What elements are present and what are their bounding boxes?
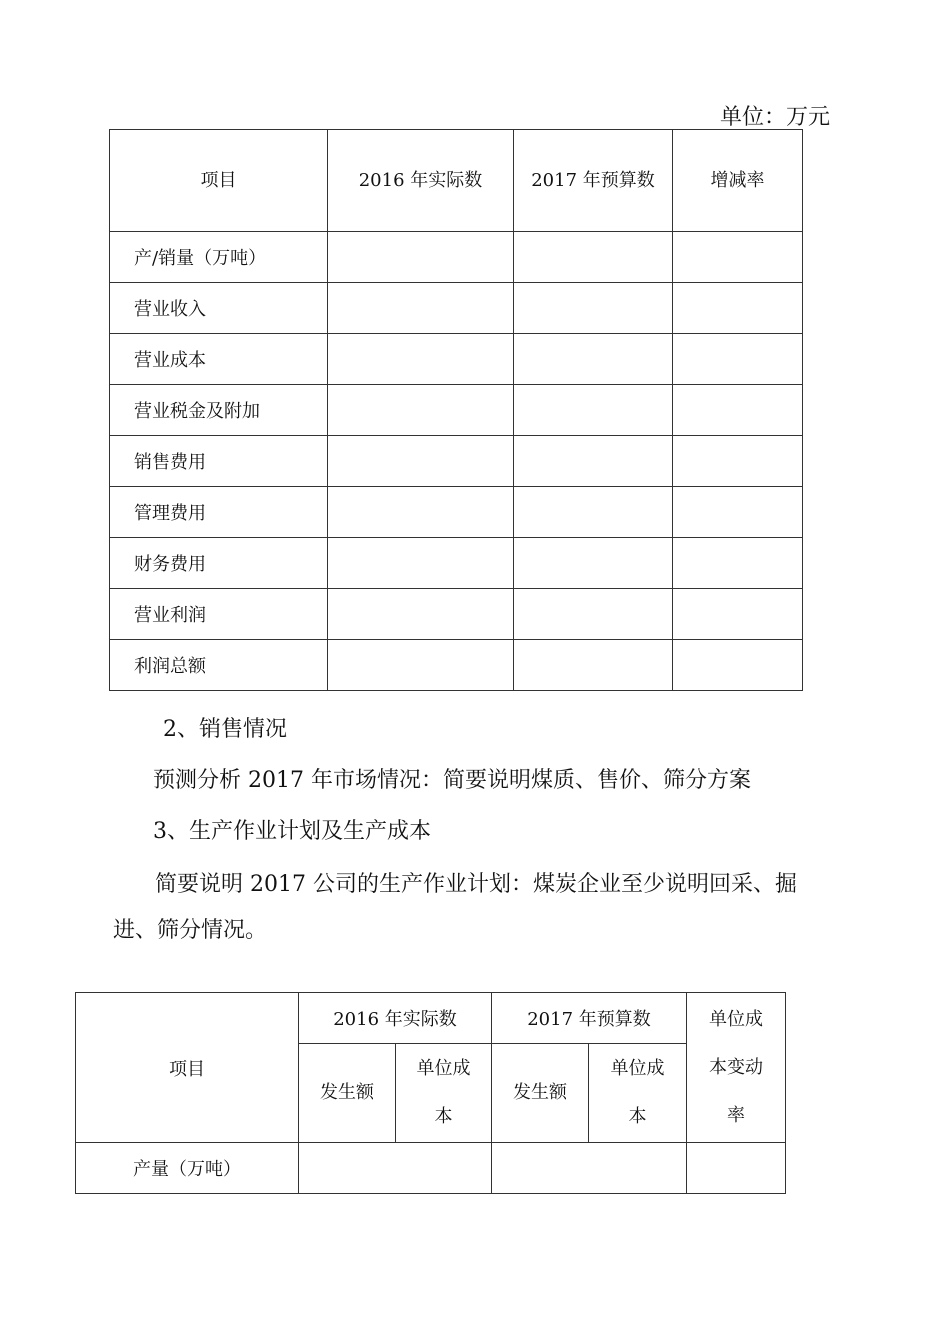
row-label: 销售费用: [110, 436, 328, 487]
cell: [673, 232, 803, 283]
cell: [673, 334, 803, 385]
header-2016-actual: 2016 年实际数: [299, 993, 492, 1044]
table-row: [110, 283, 803, 334]
header-change-rate: 增减率: [673, 130, 803, 232]
table-header-row: [110, 130, 803, 232]
financial-summary-table: [109, 129, 803, 691]
row-label: 营业收入: [110, 283, 328, 334]
table-row: [110, 436, 803, 487]
header-unit-cost-change-rate: 单位成本变动率: [687, 993, 786, 1143]
cell: [673, 640, 803, 691]
header-item: 项目: [110, 130, 328, 232]
cell: [328, 283, 514, 334]
table-row: [110, 538, 803, 589]
cell: [492, 1143, 687, 1194]
row-label: 营业税金及附加: [110, 385, 328, 436]
header-2017-budget: 2017 年预算数: [492, 993, 687, 1044]
row-label: 管理费用: [110, 487, 328, 538]
cell: [328, 538, 514, 589]
subheader-unit-cost-2017: 单位成本: [589, 1044, 687, 1143]
cell: [328, 334, 514, 385]
cell: [514, 589, 673, 640]
header-2016-actual: 2016 年实际数: [328, 130, 514, 232]
subheader-amount-2016: 发生额: [299, 1044, 396, 1143]
table-row: [110, 232, 803, 283]
header-2017-budget: 2017 年预算数: [514, 130, 673, 232]
section2-heading: 2、销售情况: [163, 717, 287, 742]
header-item: 项目: [76, 993, 299, 1143]
row-label: 产量（万吨）: [76, 1143, 299, 1194]
cell: [514, 283, 673, 334]
cell: [514, 538, 673, 589]
subheader-amount-2017: 发生额: [492, 1044, 589, 1143]
cell: [514, 436, 673, 487]
unit-label: 单位：万元: [719, 105, 830, 130]
section3-text-line2: 进、筛分情况。: [113, 918, 268, 943]
table-row: [110, 640, 803, 691]
cell: [514, 487, 673, 538]
cell: [514, 640, 673, 691]
table-row: [76, 1143, 786, 1194]
section3-heading: 3、生产作业计划及生产成本: [153, 819, 431, 844]
cell: [514, 232, 673, 283]
production-cost-table: [75, 992, 786, 1194]
row-label: 产/销量（万吨）: [110, 232, 328, 283]
table-row: [110, 334, 803, 385]
cell: [673, 487, 803, 538]
cell: [687, 1143, 786, 1194]
section3-text-line1: 简要说明 2017 公司的生产作业计划：煤炭企业至少说明回采、掘: [155, 872, 797, 897]
cell: [328, 385, 514, 436]
row-label: 财务费用: [110, 538, 328, 589]
cell: [328, 436, 514, 487]
cell: [328, 487, 514, 538]
table-row: [110, 385, 803, 436]
cell: [514, 334, 673, 385]
section2-text: 预测分析 2017 年市场情况：简要说明煤质、售价、筛分方案: [153, 768, 751, 793]
subheader-unit-cost-2016: 单位成本: [396, 1044, 492, 1143]
cell: [328, 232, 514, 283]
table-header-row: [76, 993, 786, 1044]
cell: [673, 283, 803, 334]
row-label: 营业利润: [110, 589, 328, 640]
cell: [673, 589, 803, 640]
cell: [514, 385, 673, 436]
cell: [328, 640, 514, 691]
cell: [673, 385, 803, 436]
row-label: 营业成本: [110, 334, 328, 385]
table-row: [110, 589, 803, 640]
row-label: 利润总额: [110, 640, 328, 691]
table-row: [110, 487, 803, 538]
cell: [673, 538, 803, 589]
cell: [673, 436, 803, 487]
cell: [299, 1143, 492, 1194]
cell: [328, 589, 514, 640]
